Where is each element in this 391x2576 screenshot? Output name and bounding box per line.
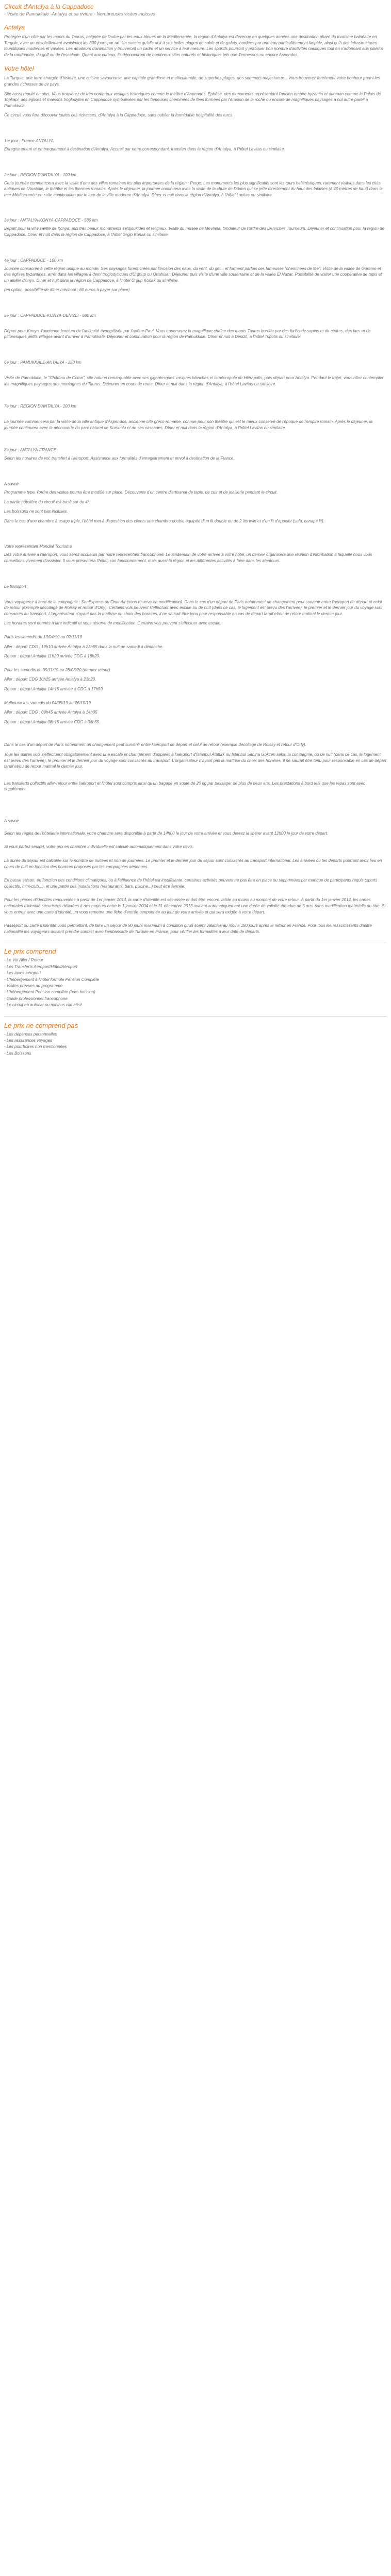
paris-retour: Retour : départ Antalya 11h20 arrivée CDG à 18h20. (4, 654, 100, 659)
rep-text: Dès votre arrivée à l'aéroport, vous serez accueillis par notre représentant francophone. Le lendemain de votre arrivée à votre hôtel, un dernier organisera une réunion d'information à laquelle nous vous conseillons vivement d'assister. Il vous présentera l'hôtel, son fonctionnement, mais aussi la région et les différentes activités à faire dans les alentours. (4, 552, 372, 563)
day-label: 1er jour : France-ANTALYA (4, 138, 54, 143)
transport-label: Le transport (4, 584, 26, 589)
hotel-paragraph-2: Site aussi réputé en plus, Vous trouverez de très nombreux vestiges historiques comme le théâtre d'Aspendos, Éphèse, des monuments représentant l'ancien empire byzantin et ottoman comme le Palais de Topkapi, des églises et maisons troglodytes en Cappadoce symbolisées par les fameuses cheminées de fées formées par l'érosion de la roche ou encore de magnifiques paysages à nul autre pareil à Pamukkale. (4, 91, 381, 108)
page (0, 0, 391, 1068)
day-text: Cette journée commencera avec la visite d'une des villes romaines les plus importantes de la région : Perge. Les monuments les plus significatifs sont les tours hellénistiques, rarement visibles dans les cités antiques de l'Anatolie, le théâtre et les thermes romains. Après le déjeuner, la journée continuera avec la visite de la chute de Düden qui se jette directement du haut des falaises (à 40 mètres de haut) dans la mer Méditerranée en suite continuation par le tour de la ville moderne d'Antalya. Dîner et nuit dans la région d'Antalya, à l'hôtel Lavitas ou similaire. (4, 180, 383, 197)
day-label: 7e jour : RÉGION D'ANTALYA - 100 km (4, 404, 76, 409)
day-text: Départ pour la ville sainte de Konya, aux très beaux monuments seldjoukides et religieux. Visite du musée de Mevlana, fondateur de l'ordre des Derviches Tourneurs. Déjeuner et continuation pour la région de Cappadoce. Dîner et nuit dans la région de Cappadoce, à l'hôtel Grgip Konak ou similaire. (4, 226, 385, 237)
prix-ne-comprend-list (4, 1031, 387, 1057)
list-item: - Visites prévues au programme (4, 983, 63, 988)
page-subtitle: - Visite de Pamukkale -Antalya et sa riviera - Nombreuses visites incluses (4, 11, 155, 16)
day-label: 2e jour : RÉGION D'ANTALYA - 100 km (4, 172, 76, 177)
day-1 (4, 139, 387, 152)
info-hotel-line: La partie hôtelière du circuit est basé sur du 4*. (4, 499, 91, 504)
prix-comprend-list (4, 957, 387, 1008)
day-text: Départ pour Konya, l'ancienne Iconium de l'antiquité évangélisée par l'apôtre Paul. Vous traverserez la magnifique chaîne des monts Taurus bordée par des forêts de sapins et de cèdres, des lacs et de pittoresques petits villages avant d'arriver à Pamukkale. Déjeuner et continuation pour la région de Pamukkale. Dîner et nuit à Denizli, à l'hôtel Tripolis ou similaire. (4, 328, 371, 340)
info-chambre: Dans le cas d'une chambre à usage triple, l'hôtel met à disposition des clients une chambre double équipée d'un lit double ou de 2 lits twin et d'un lit d'appoint (sofa, canapé lit). (4, 518, 324, 523)
day-6 (4, 360, 387, 387)
section-title-antalya: Antalya (4, 24, 25, 31)
list-item: - Les Boissons (4, 1050, 31, 1056)
transport-text: Vous voyagerez à bord de la compagnie : SunExpress ou Onur Air (sous réserve de modification). Dans le cas d'un départ de Paris notamment un changement peut survenir entre l'aéroport de départ et celui de retour (exemple décollage de Roissy et retour d'Orly). Certains vols peuvent s'effectuer avec escale ou de nuit (dans ce cas, le logement est prévu dès l'arrivée), le premier et le dernier jour du voyage sont consacrés au transport. L'organisateur n'ayant pas la maîtrise du choix des horaires, il ne saurait être tenu pour responsable en cas de départ tardif et/ou de retour matinal le dernier jour. (4, 599, 383, 616)
section-title-hotel: Votre hôtel (4, 65, 34, 73)
list-item: - Guide professionnel francophone (4, 996, 68, 1001)
savoir2-text-5: Pour les pièces d'identités renouvelées à partir de 1er janvier 2014, la carte d'identité est sécurisée et doit être encore valide au moins au moment de votre retour. À partir du 1er janvier 2014, les cartes nationales d'identité sécurisées délivrées à des majeurs entre le 1 janvier 2004 et le 31 décembre 2013 avaient automatiquement une durée de validité étendue de 5 ans, sans modification matérielle du titre. Si vous entrez avec une carte d'identité, un vous remettra une fiche d'entrée tamponnée au jour de votre arrivée et qui sera exigée à votre départ. (4, 897, 386, 914)
intro-paragraph: Protégée d'un côté par les monts du Taurus, baignée de l'autre par les eaux bleues de la Méditerranée, la région d'Antalya est devenue en quelques années une destination phare du tourisme balnéaire en Turquie, avec un ensoleillement avoisinant les 300 jours par an. Un succès qu'elle doit à ses belles plages de sable et de galets, bordées par une eau particulièrement limpide, ainsi qu'à des infrastructures touristiques modernes et variées. Les amateurs d'animation y trouveront un cadre et un service à leur mesure. Les sportifs pourront y pratiquer bon nombre d'activités nautiques tout en s'adonnant aux plaisirs de la randonnée, du golf ou de l'escalade. Quant aux curieux, ils découvriront de nombreux sites naturels et historiques tels que Termessos ou encore Aspendos. (4, 35, 383, 57)
page-title: Circuit d'Antalya à la Cappadoce (4, 3, 94, 10)
day-label: 6e jour : PAMUKKALE-ANTALYA - 250 km (4, 360, 82, 365)
paris2-aller: Aller : départ CDG 10h25 arrivée Antalya à 23h20. (4, 677, 96, 682)
mulhouse-aller: Aller : départ CDG : 09h45 arrivée Antalya à 14h05 (4, 710, 97, 715)
savoir2-text-3: La durée du séjour est calculée sur le nombre de nuitées et non de journées. Le premier et le dernier jour du séjour sont consacrés au transport international. Les arrivées ou les départs pourront avoir lieu en cours de nuit en fonction des horaires proposés par les compagnies aériennes. (4, 858, 382, 869)
day-label: 8e jour : ANTALYA-FRANCE (4, 448, 57, 453)
rep-label: Votre représentant Mondial Tourisme (4, 544, 72, 549)
list-item: - L'hébergement à l'hôtel formule Pension Complète (4, 977, 100, 982)
mulhouse-label: Mulhouse les samedis du 04/05/19 au 26/10/19 (4, 700, 91, 705)
day-8 (4, 448, 387, 462)
savoir2-text-4: En basse saison, en fonction des conditions climatiques, ou à l'affluence de l'hôtel est insuffisante, certaines activités peuvent ne pas être en place ou supprimées par manque de participants requis (sports collectifs, mini-club...), et une partie des installations (restaurants, bars, piscine...) peut être fermée. (4, 878, 378, 889)
list-item: - Les Transferts Aéroport/Hôtel/Aéroport (4, 964, 77, 969)
info-boissons: Les boissons ne sont pas incluses. (4, 509, 68, 514)
list-item: - Les assurances voyages (4, 1038, 52, 1043)
info-savoir-label: A savoir (4, 482, 19, 487)
paris2-retour: Retour : départ Antalya 14h15 arrivée à CDG à 17h50. (4, 686, 104, 691)
day-label: 4e jour : CAPPADOCE - 100 km (4, 258, 63, 263)
day-extra: (en option, possibilité de dîner méchoui : 60 euros à payer sur place) (4, 287, 130, 293)
day-text: Journée consacrée à cette région unique au monde. Ses paysages furent créés par l'érosion des eaux, du vent, du gel... et forment parfois ces fameuses "cheminées de fée". Visite de la vallée de Göreme et des églises byzantines, arrêt dans les villages à demi troglodytiques d'Ürghup ou Ortahisar. Déjeuner puis visite d'une ville souterraine et de la vallée El Nazar. Possibilité de visiter une coopérative de tapis et un atelier d'onyx. Dîner et nuit dans la région de Cappadoce, à l'hôtel Ürgüp Konak ou similaire. (4, 266, 382, 283)
day-text: Visite de Pamukkale, le "Château de Coton", site naturel remarquable avec ses gigantesques vasques blanches et la nécropole de Hiérapolis, puis départ pour Antalya. Pendant le trajet, vous allez contempler les magnifiques paysages des montagnes du Taurus. Déjeuner en cours de route. Dîner et nuit dans la région d'Antalya, à l'hôtel Lavitas ou similaire. (4, 376, 384, 386)
paris-change: Dans le cas d'un départ de Paris notamment un changement peut survenir entre l'aéroport de départ et celui de retour (exemple décollage de Roissy et retour d'Orly). (4, 742, 306, 748)
hotel-paragraph-3: Ce circuit vous fera découvrir toutes ces richesses, d'Antalya à la Cappadoce, sans oublier la formidable hospitalité des turcs. (4, 113, 234, 118)
savoir2-text-6: Passeport ou carte d'identité vous permettant, de faire un séjour de 90 jours maximum à condition qu'ils soient valables au moins 180 jours après le retour en France. Pour tous les ressortissants d'autre nationalité les voyageurs doivent prendre contact avec l'ambassade de Turquie en France, pour vérifier les formalités à leur date de départs. (4, 923, 372, 934)
tous-vols: Tous les autres vols s'effectuent obligatoirement avec une escale et changement d'appareil à l'aéroport d'Istanbul Atatürk ou Istanbul Sabiha Gökcen selon la compagnie, ou de nuit (dans ce cas, le logement est prévu dès l'arrivée), le premier et le dernier jour du voyage sont consacrés au transport. L'organisateur n'ayant pas la maîtrise du choix des horaires, il ne saurait être tenu pour responsable en cas de départ tardif et/ou de retour matinal le dernier jour. (4, 752, 386, 769)
day-4 (4, 258, 387, 293)
savoir2-text-2: Si vous partez seul(e), votre prix en chambre individuelle est calculé automatiquement dans votre devis. (4, 844, 194, 850)
transferts: Les transferts collectifs aller-retour entre l'aéroport et l'hôtel sont compris ainsi qu'un bagage en soute de 20 kg par passager de plus de deux ans. Les prestations à bord tels que les repas sont avec supplément. (4, 781, 365, 792)
paris-label: Paris les samedis du 13/04/19 au 02/11/19 (4, 634, 83, 639)
list-item: - L'hébergement Pension complète (hors boisson) (4, 990, 95, 995)
mulhouse-retour: Retour : départ Antalya 06h15 arrivée CDG à 08h55. (4, 719, 101, 724)
paris-aller: Aller : départ CDG : 19h10 arrivée Antalya à 23h55 dans la nuit de samedi à dimanche. (4, 644, 164, 649)
savoir2-text-1: Selon les règles de l'hôtellerie internationale, votre chambre sera disponible à partir de 14h00 le jour de votre arrivée et vous devrez la libérer avant 12h00 le jour de votre départ. (4, 831, 329, 836)
day-2 (4, 173, 387, 198)
list-item: - Le circuit en autocar ou minibus climatisé (4, 1003, 83, 1008)
info-programme: Programme type, l'ordre des visites pourra être modifié sur place. Découverte d'un centre d'artisanat de tapis, de cuir et de joaillerie pendant le circuit. (4, 490, 278, 495)
paris2-label: Pour les samedis du 09/11/19 au 28/03/20 (dernier retour) (4, 667, 110, 672)
day-text: La journée commencera par la visite de la ville antique d'Aspendos, ancienne cité gréco-romaine, connue pour son théâtre qui est le mieux conservé de l'époque de l'empire romain. Après le déjeuner, la journée continuera avec la découverte du parc naturel de Kursunlu et de ses cascades. Dîner et nuit dans la région d'Antalya, à l'hôtel Lavitas ou similaire. (4, 419, 373, 430)
transport-hours: Les horaires sont donnés à titre indicatif et sous réserve de modification. Certains vols peuvent s'effectuer avec escale. (4, 621, 222, 626)
savoir2-label: A savoir (4, 818, 19, 823)
list-item: - Les taxes aéroport (4, 971, 41, 976)
day-text: Enregistrement et embarquement à destination d'Antalya. Accueil par notre correspondant, transfert dans la région d'Antalya, à l'hôtel Lavitas ou similaire. (4, 146, 285, 151)
list-item: - Les dépenses personnelles (4, 1031, 57, 1037)
list-item: - Les pourboires non mentionnées (4, 1044, 67, 1049)
prix-comprend-title: Le prix comprend (4, 947, 56, 956)
list-item: - Le Vol Aller / Retour (4, 958, 43, 963)
day-text: Selon les horaires de vol, transfert à l'aéroport. Assistance aux formalités d'enregistrement et envol à destination de la France. (4, 456, 235, 461)
hotel-paragraph-1: La Turquie, une terre chargée d'histoire, une cuisine savoureuse, une capitale grandiose et multiculturelle, de superbes plages, des sommets majestueux... Vous trouverez forcément votre bonheur parmi les grandes richesses de ce pays. (4, 76, 380, 87)
prix-ne-comprend-title: Le prix ne comprend pas (4, 1021, 78, 1029)
day-3 (4, 218, 387, 238)
day-label: 5e jour : CAPPADOCE-KONYA-DENIZLI - 680 km (4, 313, 96, 318)
day-label: 3e jour : ANTALYA-KONYA-CAPPADOCE - 580 km (4, 218, 98, 223)
day-5 (4, 313, 387, 340)
day-7 (4, 404, 387, 431)
